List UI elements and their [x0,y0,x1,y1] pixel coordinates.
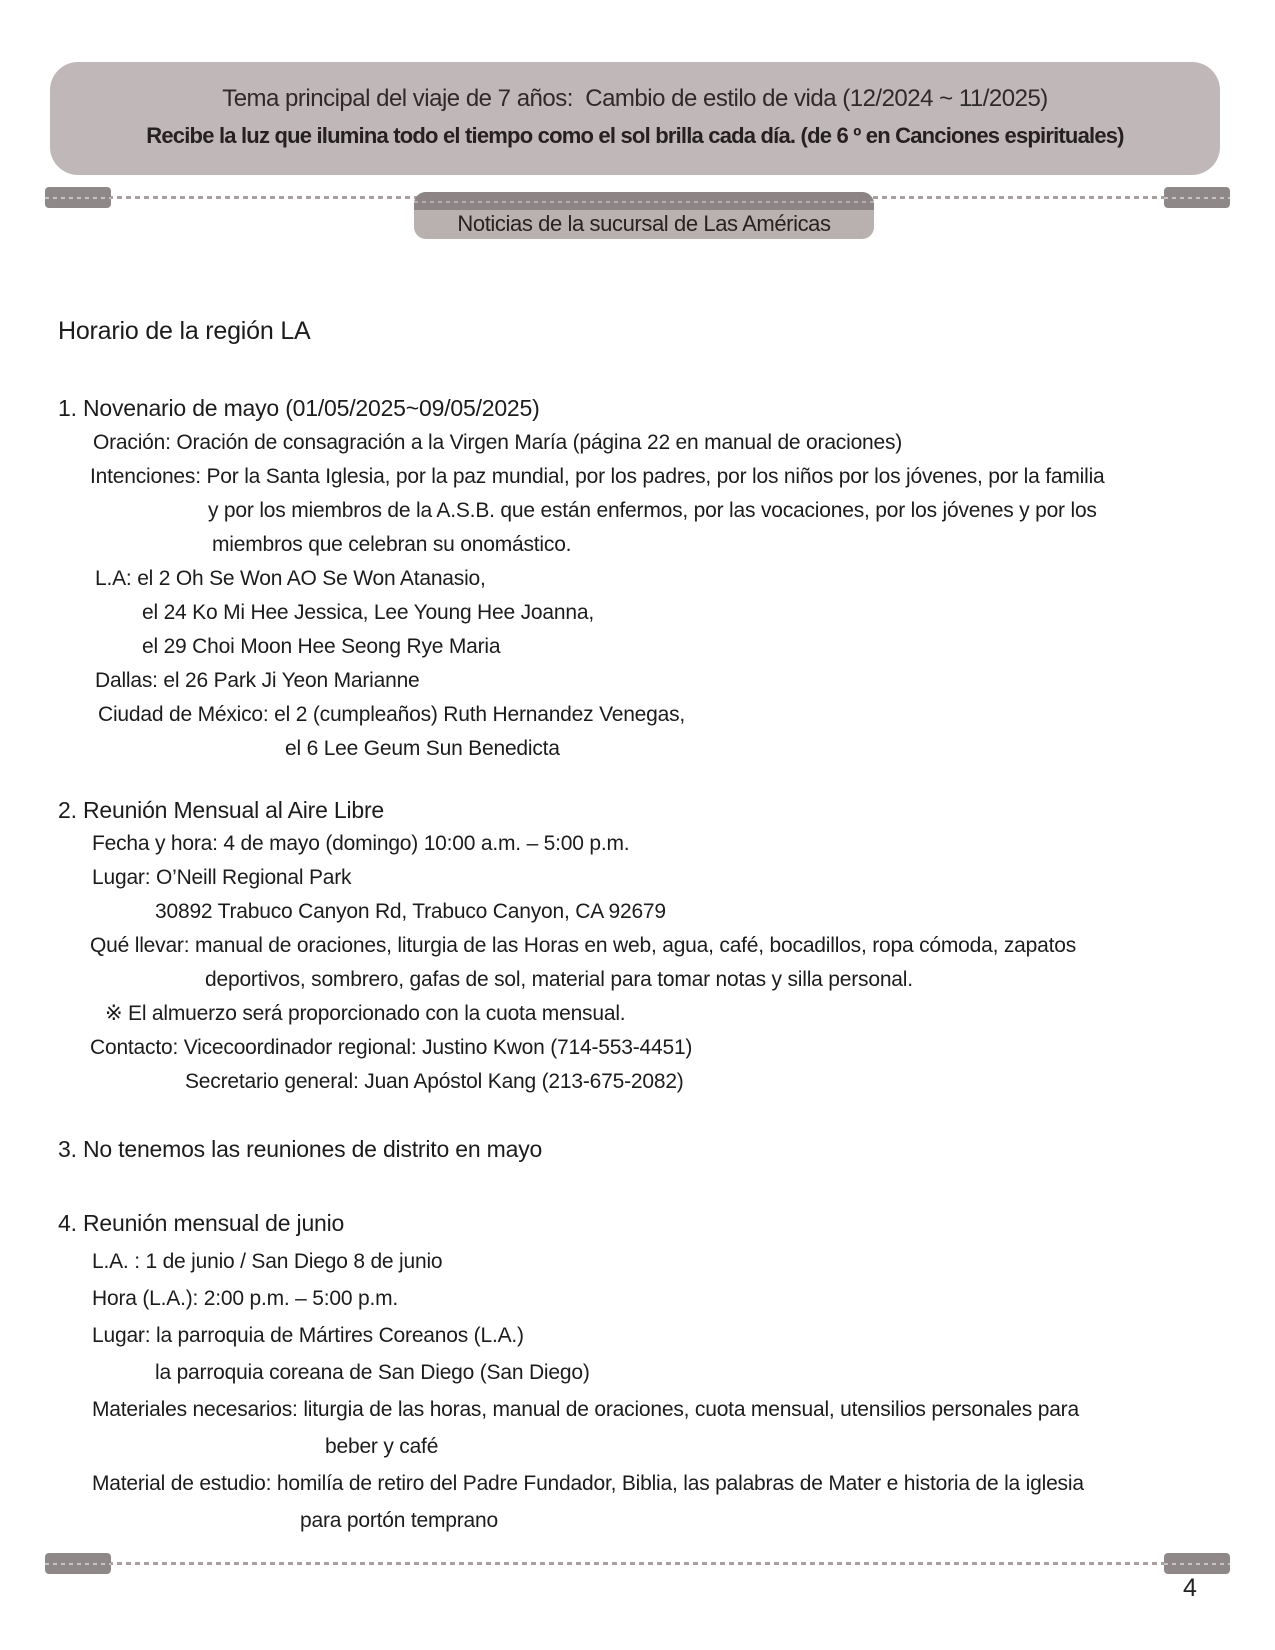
doc-line: miembros que celebran su onomástico. [212,533,572,556]
theme-banner-line2: Recibe la luz que ilumina todo el tiempo como el sol brilla cada día. (de 6 º en Canciones espirituales) [146,123,1124,148]
doc-line: L.A. : 1 de junio / San Diego 8 de junio [92,1250,443,1273]
section-banner-label: Noticias de la sucursal de Las Américas [457,211,831,236]
bottom-divider-cap-right [1164,1553,1230,1574]
doc-line: Qué llevar: manual de oraciones, liturgia de las Horas en web, agua, café, bocadillos, ropa cómoda, zapatos [90,934,1077,957]
doc-line: 30892 Trabuco Canyon Rd, Trabuco Canyon, CA 92679 [155,900,666,923]
section-banner [414,192,874,239]
doc-line: el 24 Ko Mi Hee Jessica, Lee Young Hee Joanna, [142,601,594,624]
doc-line: Contacto: Vicecoordinador regional: Justino Kwon (714-553-4451) [90,1036,693,1059]
doc-line: deportivos, sombrero, gafas de sol, material para tomar notas y silla personal. [205,968,913,991]
doc-line: Materiales necesarios: liturgia de las horas, manual de oraciones, cuota mensual, utensilios personales para [92,1398,1079,1421]
doc-line: Material de estudio: homilía de retiro del Padre Fundador, Biblia, las palabras de Mater e historia de la iglesia [92,1472,1084,1495]
doc-line: ※ El almuerzo será proporcionado con la cuota mensual. [105,1002,626,1025]
doc-line: Ciudad de México: el 2 (cumpleaños) Ruth Hernandez Venegas, [98,703,686,726]
doc-line: Intenciones: Por la Santa Iglesia, por la paz mundial, por los padres, por los niños por los jóvenes, por la familia [90,465,1105,488]
doc-line: el 6 Lee Geum Sun Benedicta [285,737,560,760]
theme-banner [50,62,1220,175]
doc-line: Secretario general: Juan Apóstol Kang (213-675-2082) [185,1070,684,1093]
doc-line: y por los miembros de la A.S.B. que están enfermos, por las vocaciones, por los jóvenes y por los [208,499,1097,522]
bottom-divider-cap-left [45,1553,111,1574]
top-divider-cap-right [1164,187,1230,208]
doc-line: Lugar: la parroquia de Mártires Coreanos (L.A.) [92,1324,524,1347]
section-2-title: 2. Reunión Mensual al Aire Libre [58,797,385,823]
doc-line: Oración: Oración de consagración a la Virgen María (página 22 en manual de oraciones) [93,431,903,454]
doc-line: la parroquia coreana de San Diego (San Diego) [155,1361,590,1384]
top-divider-cap-left [45,187,111,208]
bottom-divider-line [45,1562,1230,1565]
section-banner-band [414,192,874,210]
section-4-title: 4. Reunión mensual de junio [58,1210,345,1236]
doc-line: Fecha y hora: 4 de mayo (domingo) 10:00 a.m. – 5:00 p.m. [92,832,630,855]
doc-line: Hora (L.A.): 2:00 p.m. – 5:00 p.m. [92,1287,399,1310]
page-heading: Horario de la región LA [58,317,311,345]
doc-line: el 29 Choi Moon Hee Seong Rye Maria [142,635,501,658]
doc-line: beber y café [325,1435,439,1458]
page-number: 4 [1183,1574,1197,1602]
doc-line: para portón temprano [300,1509,498,1532]
section-3-title: 3. No tenemos las reuniones de distrito en mayo [58,1136,543,1162]
doc-line: L.A: el 2 Oh Se Won AO Se Won Atanasio, [95,567,486,590]
doc-line: Dallas: el 26 Park Ji Yeon Marianne [95,669,420,692]
section-1-title: 1. Novenario de mayo (01/05/2025~09/05/2025) [58,395,540,421]
theme-banner-line1: Tema principal del viaje de 7 años: Cambio de estilo de vida (12/2024 ~ 11/2025) [222,85,1048,112]
doc-line: Lugar: O’Neill Regional Park [92,866,352,889]
